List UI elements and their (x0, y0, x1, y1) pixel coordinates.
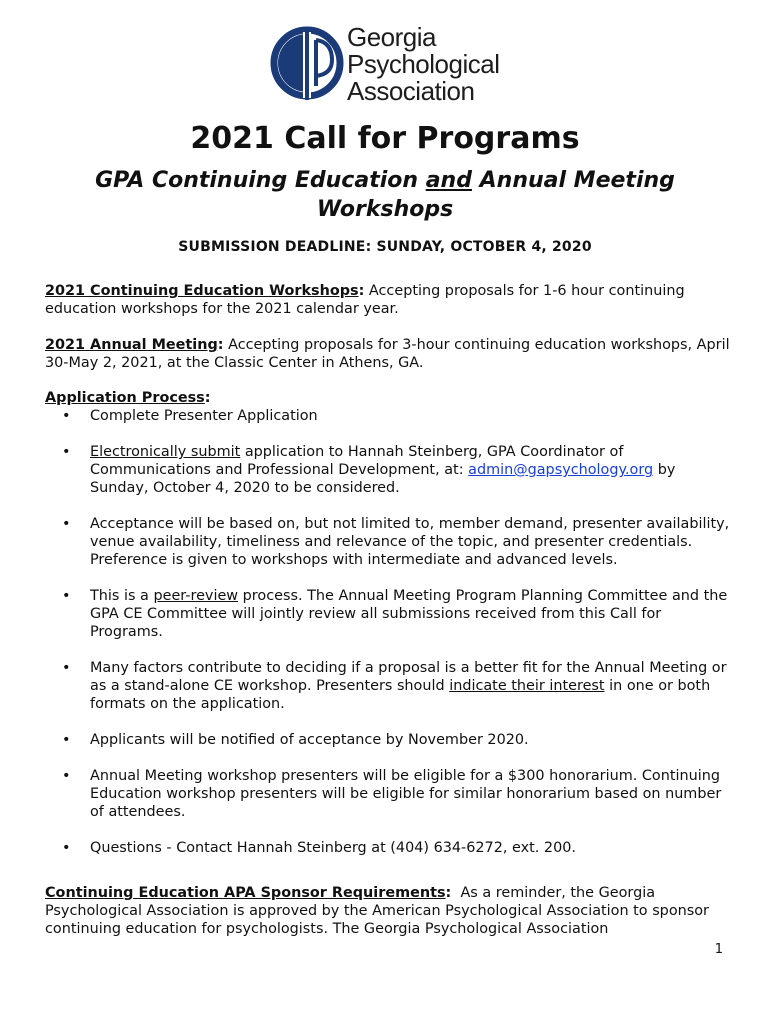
list-item (62, 731, 732, 749)
bullet-text: Annual Meeting workshop presenters will be eligible for a $300 honorarium. Continuing Education workshop presenters will be eligible for similar honorarium based on number of attendees. (90, 768, 722, 820)
gpa-logo (270, 22, 510, 112)
annual-meeting-colon: : (217, 337, 224, 353)
ce-workshops-paragraph (45, 282, 735, 318)
bullet-icon: • (62, 444, 71, 460)
sponsor-requirements-colon: : (445, 885, 452, 901)
bullet-icon: • (62, 516, 71, 532)
bullet-text: Applicants will be notified of acceptance by November 2020. (90, 732, 529, 748)
bullet-icon: • (62, 732, 71, 748)
email-link[interactable]: admin@gapsychology.org (468, 462, 654, 478)
bullet-text-end: process. The Annual Meeting Program Planning Committee and the GPA CE Committee will jointly review all submissions received from this Call for Programs. (90, 588, 728, 640)
logo-line-1: Georgia (347, 22, 436, 52)
application-process-heading-line (45, 389, 735, 407)
bullet-icon: • (62, 768, 71, 784)
page-title: 2021 Call for Programs (190, 121, 580, 156)
application-process-list (62, 407, 732, 857)
application-process-colon: : (204, 390, 211, 406)
ce-workshops-text: Accepting proposals for 1-6 hour continuing education workshops for the 2021 calendar year. (45, 283, 685, 317)
sponsor-requirements-heading: Continuing Education APA Sponsor Requirements (45, 885, 446, 901)
electronically-submit-text: Electronically submit (90, 444, 241, 460)
submission-deadline: SUBMISSION DEADLINE: SUNDAY, OCTOBER 4, 2020 (178, 239, 592, 255)
bullet-text: Questions - Contact Hannah Steinberg at (404) 634-6272, ext. 200. (90, 840, 576, 856)
annual-meeting-paragraph (45, 336, 735, 372)
ce-workshops-heading: 2021 Continuing Education Workshops (45, 283, 359, 299)
list-item (62, 407, 732, 425)
ce-workshops-colon: : (358, 283, 365, 299)
bullet-text: Acceptance will be based on, but not limited to, member demand, presenter availability, venue availability, timeliness and relevance of the topic, and presenter credentials. Preference is given to workshops with intermediate and advanced levels. (90, 516, 730, 568)
bullet-text: Many factors contribute to deciding if a proposal is a better fit for the Annual Meeting or as a stand-alone CE workshop. Presenters should (90, 660, 727, 694)
page-number: 1 (714, 942, 723, 957)
bullet-icon: • (62, 660, 71, 676)
page-subtitle (40, 166, 730, 224)
logo-wordmark (347, 24, 499, 105)
logo-line-2: Psychological (347, 49, 500, 79)
bullet-icon: • (62, 408, 71, 424)
peer-review-text: peer-review (153, 588, 239, 604)
list-item (62, 443, 732, 497)
annual-meeting-text: Accepting proposals for 3-hour continuing education workshops, April 30-May 2, 2021, at the Classic Center in Athens, GA. (45, 337, 730, 371)
gpa-logo-mark-icon (270, 22, 346, 104)
list-item (62, 659, 732, 713)
list-item (62, 587, 732, 641)
bullet-text-end: by Sunday, October 4, 2020 to be considered. (90, 462, 676, 496)
annual-meeting-heading: 2021 Annual Meeting (45, 337, 218, 353)
bullet-icon: • (62, 588, 71, 604)
list-item (62, 515, 732, 569)
bullet-text-end: in one or both formats on the application. (90, 678, 711, 712)
bullet-icon: • (62, 840, 71, 856)
sponsor-requirements-paragraph (45, 884, 735, 938)
list-item (62, 839, 732, 857)
bullet-text: This is a (90, 588, 154, 604)
indicate-interest-text: indicate their interest (449, 678, 605, 694)
bullet-text: Complete Presenter Application (90, 408, 318, 424)
application-process-heading: Application Process (45, 390, 205, 406)
subtitle-emphasis: and (425, 168, 472, 193)
logo-line-3: Association (347, 76, 475, 106)
list-item (62, 767, 732, 821)
subtitle-part-2: Annual Meeting Workshops (316, 168, 675, 222)
sponsor-requirements-text: As a reminder, the Georgia Psychological Association is approved by the American Psychological Association to sponsor continuing education for psychologists. The Georgia Psychological Association (45, 885, 714, 937)
bullet-text: application to Hannah Steinberg, GPA Coordinator of Communications and Professional Development, at: (90, 444, 624, 478)
subtitle-part-1: GPA Continuing Education (95, 168, 426, 193)
